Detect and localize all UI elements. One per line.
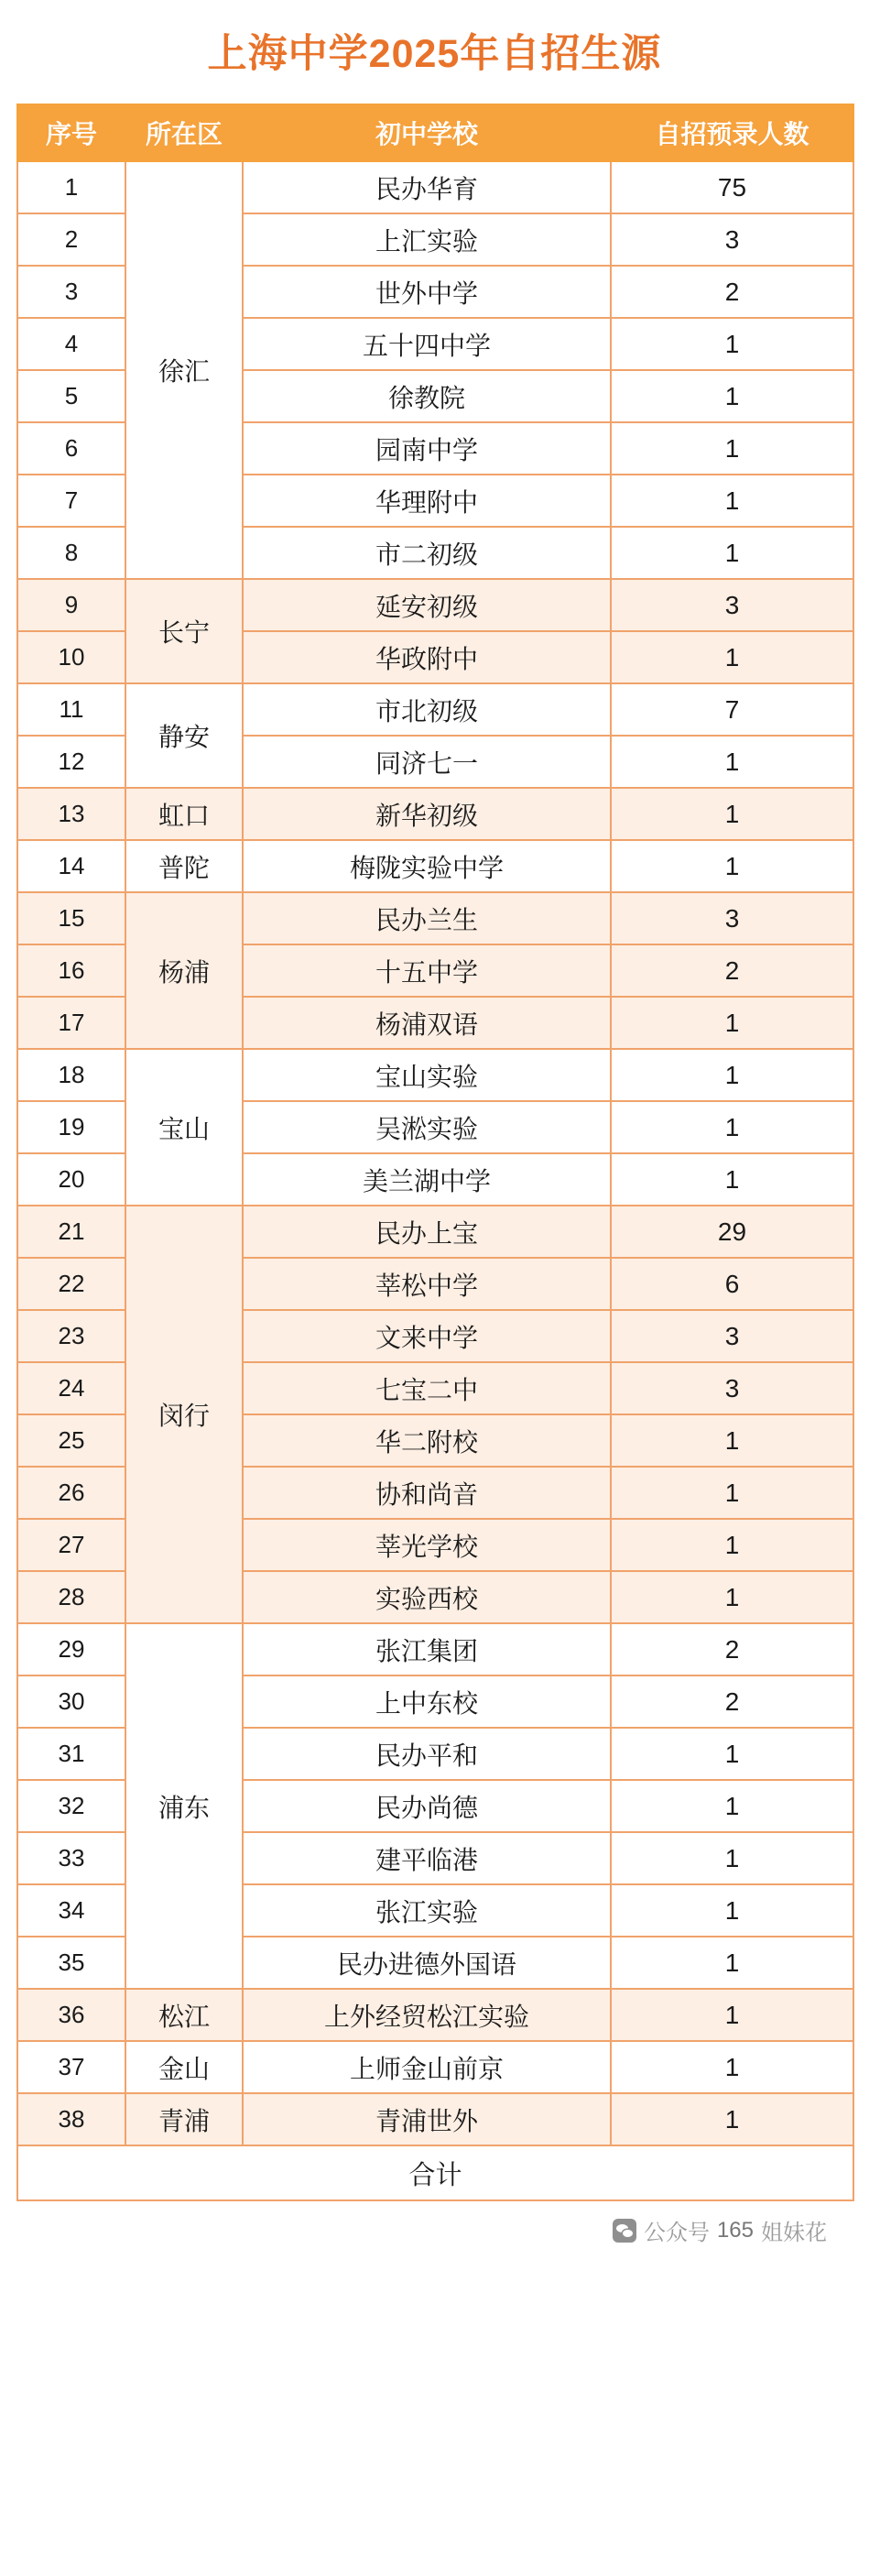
cell-count: 1 <box>611 1414 853 1467</box>
cell-index: 21 <box>17 1206 125 1258</box>
cell-index: 2 <box>17 213 125 266</box>
cell-count: 1 <box>611 1049 853 1101</box>
cell-school: 新华初级 <box>243 788 611 840</box>
table-header-row <box>17 104 853 161</box>
cell-index: 28 <box>17 1571 125 1623</box>
cell-count: 3 <box>611 213 853 266</box>
cell-index: 22 <box>17 1258 125 1310</box>
table-row <box>17 683 853 736</box>
cell-count: 1 <box>611 736 853 788</box>
cell-district: 金山 <box>125 2041 243 2093</box>
cell-count: 1 <box>611 1832 853 1884</box>
cell-index: 32 <box>17 1780 125 1832</box>
cell-index: 23 <box>17 1310 125 1362</box>
cell-school: 吴淞实验 <box>243 1101 611 1153</box>
cell-index: 14 <box>17 840 125 892</box>
cell-school: 华理附中 <box>243 475 611 527</box>
column-header-school: 初中学校 <box>243 104 611 161</box>
cell-count: 1 <box>611 1101 853 1153</box>
cell-district: 宝山 <box>125 1049 243 1206</box>
cell-count: 1 <box>611 1153 853 1206</box>
cell-school: 同济七一 <box>243 736 611 788</box>
cell-count: 2 <box>611 944 853 997</box>
cell-index: 10 <box>17 631 125 683</box>
wechat-icon <box>613 2219 636 2243</box>
cell-total-label: 合计 <box>17 2145 853 2200</box>
cell-index: 36 <box>17 1989 125 2041</box>
cell-index: 27 <box>17 1519 125 1571</box>
cell-index: 37 <box>17 2041 125 2093</box>
credit-prefix: 公众号 <box>643 2221 710 2246</box>
cell-school: 美兰湖中学 <box>243 1153 611 1206</box>
cell-count: 1 <box>611 1937 853 1989</box>
cell-count: 1 <box>611 527 853 579</box>
cell-school: 梅陇实验中学 <box>243 840 611 892</box>
cell-school: 五十四中学 <box>243 318 611 370</box>
page-title: 上海中学2025年自招生源 <box>207 32 662 76</box>
cell-school: 十五中学 <box>243 944 611 997</box>
cell-school: 上外经贸松江实验 <box>243 1989 611 2041</box>
cell-count: 3 <box>611 1362 853 1414</box>
table-row <box>17 840 853 892</box>
table-row <box>17 2093 853 2145</box>
cell-school: 民办兰生 <box>243 892 611 944</box>
cell-count: 1 <box>611 997 853 1049</box>
cell-school: 宝山实验 <box>243 1049 611 1101</box>
table-row <box>17 579 853 631</box>
cell-count: 1 <box>611 1728 853 1780</box>
cell-index: 34 <box>17 1884 125 1937</box>
table-total-row <box>17 2145 853 2200</box>
cell-index: 9 <box>17 579 125 631</box>
cell-count: 6 <box>611 1258 853 1310</box>
cell-count: 7 <box>611 683 853 736</box>
cell-school: 民办尚德 <box>243 1780 611 1832</box>
cell-index: 19 <box>17 1101 125 1153</box>
cell-count: 1 <box>611 1884 853 1937</box>
cell-school: 青浦世外 <box>243 2093 611 2145</box>
cell-index: 35 <box>17 1937 125 1989</box>
cell-count: 2 <box>611 266 853 318</box>
cell-school: 市北初级 <box>243 683 611 736</box>
cell-school: 民办进德外国语 <box>243 1937 611 1989</box>
table-row <box>17 2041 853 2093</box>
cell-index: 24 <box>17 1362 125 1414</box>
cell-district: 松江 <box>125 1989 243 2041</box>
cell-count: 3 <box>611 892 853 944</box>
table-row <box>17 1623 853 1675</box>
cell-district: 静安 <box>125 683 243 788</box>
table-row <box>17 892 853 944</box>
cell-index: 11 <box>17 683 125 736</box>
column-header-district: 所在区 <box>125 104 243 161</box>
cell-count: 1 <box>611 788 853 840</box>
cell-index: 26 <box>17 1467 125 1519</box>
admissions-table <box>16 104 854 2201</box>
cell-count: 29 <box>611 1206 853 1258</box>
column-header-count: 自招预录人数 <box>611 104 853 161</box>
column-header-index: 序号 <box>17 104 125 161</box>
cell-count: 2 <box>611 1675 853 1728</box>
cell-count: 1 <box>611 1571 853 1623</box>
cell-school: 张江集团 <box>243 1623 611 1675</box>
cell-count: 1 <box>611 370 853 422</box>
cell-index: 17 <box>17 997 125 1049</box>
cell-school: 建平临港 <box>243 1832 611 1884</box>
cell-count: 1 <box>611 631 853 683</box>
cell-index: 8 <box>17 527 125 579</box>
cell-school: 民办上宝 <box>243 1206 611 1258</box>
credit-highlight: 165 <box>716 2217 754 2243</box>
table-row <box>17 1049 853 1101</box>
cell-school: 上汇实验 <box>243 213 611 266</box>
cell-index: 1 <box>17 161 125 213</box>
cell-count: 1 <box>611 475 853 527</box>
table-body <box>17 161 853 2200</box>
cell-count: 2 <box>611 1623 853 1675</box>
cell-district: 闵行 <box>125 1206 243 1623</box>
cell-school: 实验西校 <box>243 1571 611 1623</box>
table-row <box>17 1989 853 2041</box>
cell-count: 1 <box>611 318 853 370</box>
cell-count: 75 <box>611 161 853 213</box>
cell-school: 徐教院 <box>243 370 611 422</box>
cell-school: 市二初级 <box>243 527 611 579</box>
cell-count: 1 <box>611 1467 853 1519</box>
cell-count: 1 <box>611 1519 853 1571</box>
credit-suffix: 姐妹花 <box>761 2221 827 2246</box>
cell-count: 1 <box>611 2093 853 2145</box>
cell-index: 4 <box>17 318 125 370</box>
cell-index: 38 <box>17 2093 125 2145</box>
cell-count: 1 <box>611 2041 853 2093</box>
cell-school: 张江实验 <box>243 1884 611 1937</box>
cell-school: 莘光学校 <box>243 1519 611 1571</box>
cell-district: 浦东 <box>125 1623 243 1989</box>
page-footer <box>16 2201 853 2256</box>
cell-district: 青浦 <box>125 2093 243 2145</box>
table-row <box>17 1206 853 1258</box>
cell-index: 3 <box>17 266 125 318</box>
wechat-credit <box>613 2214 827 2246</box>
cell-school: 世外中学 <box>243 266 611 318</box>
cell-index: 7 <box>17 475 125 527</box>
cell-school: 协和尚音 <box>243 1467 611 1519</box>
cell-count: 1 <box>611 840 853 892</box>
cell-index: 25 <box>17 1414 125 1467</box>
cell-index: 6 <box>17 422 125 475</box>
cell-school: 华二附校 <box>243 1414 611 1467</box>
cell-school: 上师金山前京 <box>243 2041 611 2093</box>
cell-school: 民办华育 <box>243 161 611 213</box>
table-row <box>17 788 853 840</box>
cell-district: 虹口 <box>125 788 243 840</box>
cell-count: 1 <box>611 1780 853 1832</box>
cell-district: 普陀 <box>125 840 243 892</box>
cell-district: 徐汇 <box>125 161 243 579</box>
cell-count: 3 <box>611 1310 853 1362</box>
cell-index: 30 <box>17 1675 125 1728</box>
cell-index: 16 <box>17 944 125 997</box>
cell-index: 20 <box>17 1153 125 1206</box>
cell-school: 园南中学 <box>243 422 611 475</box>
cell-index: 13 <box>17 788 125 840</box>
cell-school: 七宝二中 <box>243 1362 611 1414</box>
cell-index: 15 <box>17 892 125 944</box>
cell-school: 上中东校 <box>243 1675 611 1728</box>
cell-school: 杨浦双语 <box>243 997 611 1049</box>
cell-index: 5 <box>17 370 125 422</box>
cell-school: 文来中学 <box>243 1310 611 1362</box>
cell-count: 1 <box>611 422 853 475</box>
cell-school: 华政附中 <box>243 631 611 683</box>
cell-district: 长宁 <box>125 579 243 683</box>
table-header <box>17 104 853 161</box>
cell-count: 1 <box>611 1989 853 2041</box>
cell-index: 29 <box>17 1623 125 1675</box>
cell-school: 延安初级 <box>243 579 611 631</box>
cell-school: 民办平和 <box>243 1728 611 1780</box>
cell-index: 33 <box>17 1832 125 1884</box>
cell-index: 12 <box>17 736 125 788</box>
cell-index: 18 <box>17 1049 125 1101</box>
cell-index: 31 <box>17 1728 125 1780</box>
cell-district: 杨浦 <box>125 892 243 1049</box>
cell-count: 3 <box>611 579 853 631</box>
table-row <box>17 161 853 213</box>
cell-school: 莘松中学 <box>243 1258 611 1310</box>
